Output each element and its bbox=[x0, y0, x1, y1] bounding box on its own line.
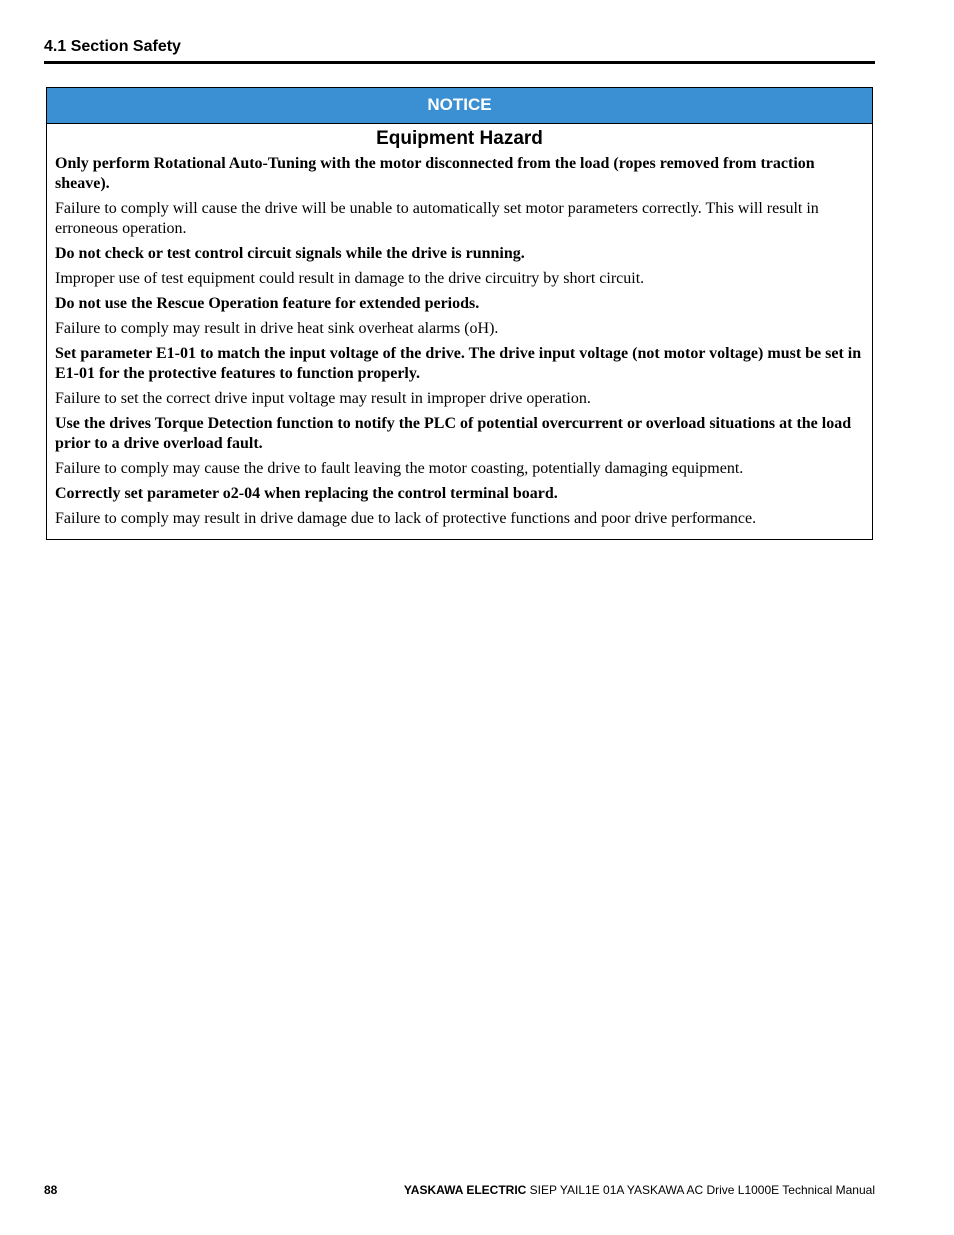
hazard-consequence: Failure to comply may result in drive heat sink overheat alarms (oH). bbox=[55, 320, 499, 337]
hazard-instruction: Use the drives Torque Detection function to notify the PLC of potential overcurrent or overload situations at the load prior to a drive overload fault. bbox=[55, 415, 852, 452]
section-title: 4.1 Section Safety bbox=[44, 38, 181, 55]
hazard-consequence: Failure to comply may cause the drive to fault leaving the motor coasting, potentially damaging equipment. bbox=[55, 460, 744, 477]
hazard-instruction: Set parameter E1-01 to match the input voltage of the drive. The drive input voltage (not motor voltage) must be set in E1-01 for the protective features to function properly. bbox=[55, 345, 862, 382]
notice-box bbox=[46, 87, 873, 540]
page-number: 88 bbox=[44, 1183, 58, 1197]
hazard-instruction: Correctly set parameter o2-04 when replacing the control terminal board. bbox=[55, 485, 558, 502]
page-footer bbox=[44, 1182, 875, 1198]
notice-banner: NOTICE bbox=[47, 88, 872, 124]
footer-document-info bbox=[404, 1182, 875, 1198]
footer-brand: YASKAWA ELECTRIC bbox=[403, 1183, 527, 1197]
section-header bbox=[44, 37, 875, 64]
hazard-instruction: Do not use the Rescue Operation feature for extended periods. bbox=[55, 295, 480, 312]
hazard-consequence: Improper use of test equipment could result in damage to the drive circuitry by short circuit. bbox=[55, 270, 645, 287]
hazard-instruction: Only perform Rotational Auto-Tuning with the motor disconnected from the load (ropes removed from traction sheave). bbox=[55, 155, 815, 192]
hazard-title: Equipment Hazard bbox=[376, 128, 543, 149]
hazard-consequence: Failure to comply will cause the drive will be unable to automatically set motor parameters correctly. This will result in erroneous operation. bbox=[55, 200, 819, 237]
hazard-consequence: Failure to comply may result in drive damage due to lack of protective functions and poor drive performance. bbox=[55, 510, 757, 527]
hazard-consequence: Failure to set the correct drive input voltage may result in improper drive operation. bbox=[55, 390, 591, 407]
hazard-instruction: Do not check or test control circuit signals while the drive is running. bbox=[55, 245, 525, 262]
footer-document-title: SIEP YAIL1E 01A YASKAWA AC Drive L1000E Technical Manual bbox=[526, 1183, 875, 1197]
hazard-items bbox=[47, 154, 872, 529]
